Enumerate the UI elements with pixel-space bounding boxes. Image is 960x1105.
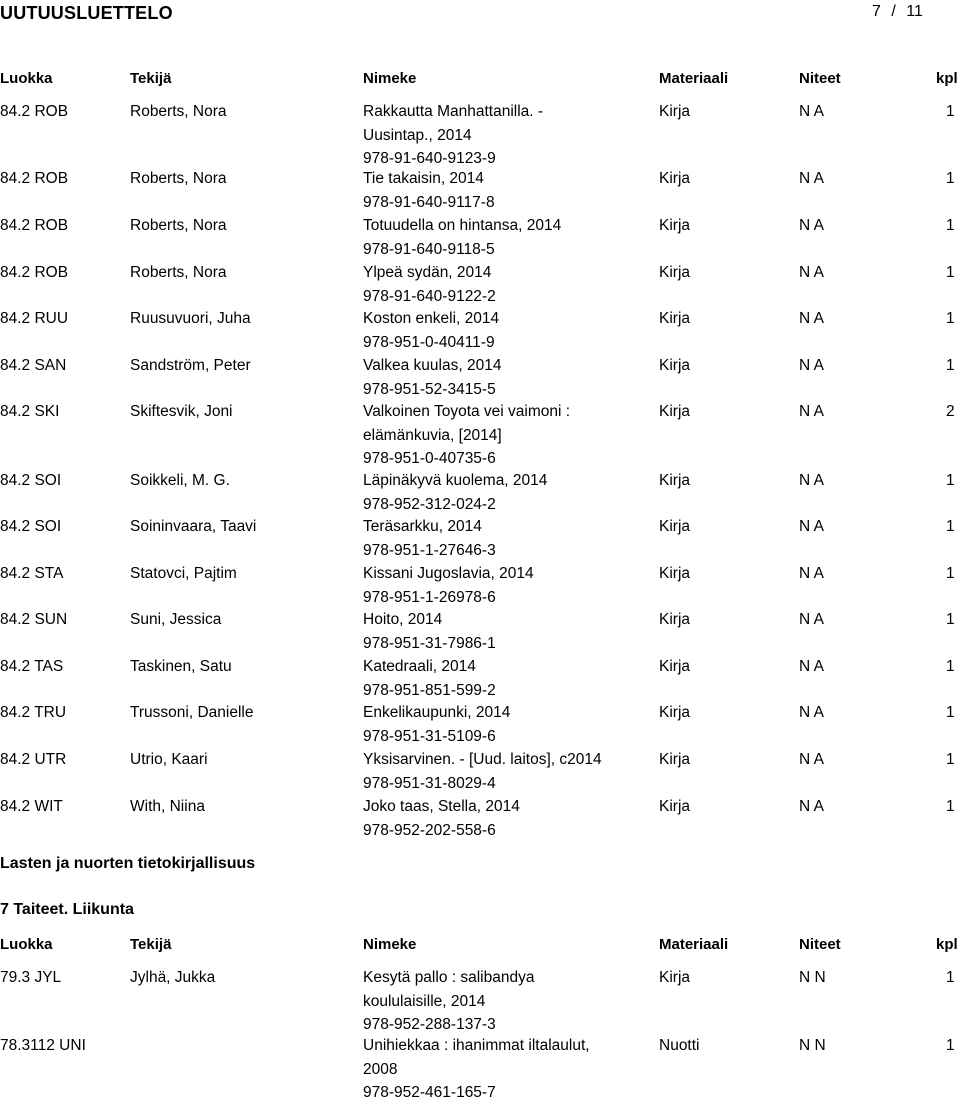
cell-tekija: Soikkeli, M. G. <box>130 472 230 489</box>
nimeke-line: 978-952-288-137-3 <box>363 1016 496 1033</box>
cell-tekija: With, Niina <box>130 798 205 815</box>
cell-nimeke <box>363 966 534 1037</box>
cell-nimeke <box>363 100 543 171</box>
cell-kpl: 1 <box>946 357 955 374</box>
nimeke-line: Koston enkeli, 2014 <box>363 310 500 327</box>
column-header-row <box>0 70 960 90</box>
cell-materiaali: Kirja <box>659 103 691 120</box>
column-header-nimeke: Nimeke <box>363 936 417 953</box>
document-title: UUTUUSLUETTELO <box>0 3 173 23</box>
cell-niteet: N A <box>799 658 824 675</box>
cell-niteet: N A <box>799 565 824 582</box>
cell-tekija: Trussoni, Danielle <box>130 704 254 721</box>
page-total: 11 <box>906 3 923 20</box>
nimeke-line: Valkoinen Toyota vei vaimoni : <box>363 403 571 420</box>
cell-niteet: N N <box>799 1037 826 1054</box>
cell-materiaali: Kirja <box>659 472 691 489</box>
cell-nimeke <box>363 515 496 562</box>
cell-niteet: N A <box>799 217 824 234</box>
cell-kpl: 1 <box>946 518 955 535</box>
cell-luokka: 84.2 ROB <box>0 170 69 187</box>
cell-kpl: 1 <box>946 1037 955 1054</box>
cell-luokka: 84.2 WIT <box>0 798 63 815</box>
cell-nimeke <box>363 655 496 702</box>
nimeke-line: 978-91-640-9122-2 <box>363 287 496 305</box>
nimeke-line: Yksisarvinen. - [Uud. laitos], c2014 <box>363 751 602 768</box>
page-separator: / <box>891 3 896 20</box>
cell-niteet: N N <box>799 969 826 986</box>
cell-nimeke <box>363 1034 590 1105</box>
cell-tekija: Soininvaara, Taavi <box>130 518 257 535</box>
section-heading: Lasten ja nuorten tietokirjallisuus <box>0 855 256 872</box>
nimeke-line: Kissani Jugoslavia, 2014 <box>363 565 534 582</box>
nimeke-line: 2008 <box>363 1060 398 1078</box>
cell-nimeke <box>363 354 501 401</box>
cell-tekija: Roberts, Nora <box>130 264 227 281</box>
nimeke-line: 978-952-312-024-2 <box>363 495 496 513</box>
cell-niteet: N A <box>799 310 824 327</box>
cell-luokka: 79.3 JYL <box>0 969 62 986</box>
cell-kpl: 1 <box>946 217 955 234</box>
nimeke-line: 978-952-461-165-7 <box>363 1084 496 1101</box>
cell-niteet: N A <box>799 103 824 120</box>
nimeke-line: Läpinäkyvä kuolema, 2014 <box>363 472 548 489</box>
cell-niteet: N A <box>799 611 824 628</box>
cell-kpl: 1 <box>946 472 955 489</box>
cell-kpl: 1 <box>946 704 955 721</box>
cell-tekija: Roberts, Nora <box>130 217 227 234</box>
cell-luokka: 84.2 SOI <box>0 472 62 489</box>
cell-kpl: 1 <box>946 611 955 628</box>
cell-tekija: Jylhä, Jukka <box>130 969 216 986</box>
cell-nimeke <box>363 307 499 354</box>
nimeke-line: 978-952-202-558-6 <box>363 821 496 839</box>
cell-tekija: Roberts, Nora <box>130 103 227 120</box>
nimeke-line: 978-951-1-27646-3 <box>363 541 496 559</box>
cell-tekija: Statovci, Pajtim <box>130 565 237 582</box>
cell-materiaali: Kirja <box>659 170 691 187</box>
cell-nimeke <box>363 795 520 842</box>
nimeke-line: Totuudella on hintansa, 2014 <box>363 217 562 234</box>
subsection-heading: 7 Taiteet. Liikunta <box>0 901 134 918</box>
page-header <box>0 0 960 28</box>
column-header-niteet: Niteet <box>799 70 841 87</box>
cell-kpl: 2 <box>946 403 955 420</box>
nimeke-line: 978-951-0-40735-6 <box>363 450 496 467</box>
cell-kpl: 1 <box>946 565 955 582</box>
cell-kpl: 1 <box>946 103 955 120</box>
nimeke-line: Ylpeä sydän, 2014 <box>363 264 492 281</box>
nimeke-line: Teräsarkku, 2014 <box>363 518 482 535</box>
cell-materiaali: Kirja <box>659 969 691 986</box>
column-header-kpl: kpl <box>936 936 958 953</box>
nimeke-line: 978-951-31-7986-1 <box>363 634 496 652</box>
cell-materiaali: Kirja <box>659 310 691 327</box>
cell-tekija: Sandström, Peter <box>130 357 251 374</box>
cell-kpl: 1 <box>946 751 955 768</box>
nimeke-line: 978-951-52-3415-5 <box>363 380 496 398</box>
cell-nimeke <box>363 261 496 308</box>
cell-luokka: 84.2 SKI <box>0 403 60 420</box>
cell-niteet: N A <box>799 357 824 374</box>
cell-kpl: 1 <box>946 264 955 281</box>
cell-materiaali: Kirja <box>659 751 691 768</box>
nimeke-line: 978-951-31-8029-4 <box>363 774 496 792</box>
cell-niteet: N A <box>799 704 824 721</box>
column-header-tekija: Tekijä <box>130 936 172 953</box>
nimeke-line: Rakkautta Manhattanilla. - <box>363 103 544 120</box>
nimeke-line: Uusintap., 2014 <box>363 126 472 144</box>
cell-nimeke <box>363 167 495 214</box>
column-header-luokka: Luokka <box>0 70 53 87</box>
cell-tekija: Ruusuvuori, Juha <box>130 310 251 327</box>
cell-materiaali: Kirja <box>659 264 691 281</box>
cell-luokka: 84.2 STA <box>0 565 64 582</box>
column-header-niteet: Niteet <box>799 936 841 953</box>
nimeke-line: 978-91-640-9123-9 <box>363 150 496 167</box>
cell-luokka: 84.2 ROB <box>0 264 69 281</box>
cell-kpl: 1 <box>946 310 955 327</box>
cell-luokka: 84.2 SAN <box>0 357 67 374</box>
nimeke-line: Hoito, 2014 <box>363 611 443 628</box>
nimeke-line: Enkelikaupunki, 2014 <box>363 704 511 721</box>
cell-luokka: 84.2 TAS <box>0 658 64 675</box>
cell-kpl: 1 <box>946 969 955 986</box>
cell-luokka: 84.2 RUU <box>0 310 69 327</box>
cell-nimeke <box>363 469 547 516</box>
cell-materiaali: Kirja <box>659 518 691 535</box>
cell-niteet: N A <box>799 798 824 815</box>
cell-tekija: Utrio, Kaari <box>130 751 208 768</box>
page-number <box>872 3 923 21</box>
cell-nimeke <box>363 701 510 748</box>
column-header-tekija: Tekijä <box>130 70 172 87</box>
cell-niteet: N A <box>799 518 824 535</box>
cell-luokka: 84.2 UTR <box>0 751 67 768</box>
cell-nimeke <box>363 214 561 261</box>
cell-nimeke <box>363 400 570 471</box>
nimeke-line: koululaisille, 2014 <box>363 992 486 1010</box>
cell-niteet: N A <box>799 472 824 489</box>
cell-tekija: Taskinen, Satu <box>130 658 232 675</box>
nimeke-line: Katedraali, 2014 <box>363 658 476 675</box>
column-header-nimeke: Nimeke <box>363 70 417 87</box>
cell-nimeke <box>363 562 534 609</box>
nimeke-line: 978-951-851-599-2 <box>363 681 496 699</box>
cell-nimeke <box>363 748 602 795</box>
cell-niteet: N A <box>799 403 824 420</box>
cell-materiaali: Kirja <box>659 658 691 675</box>
cell-materiaali: Kirja <box>659 357 691 374</box>
cell-materiaali: Kirja <box>659 403 691 420</box>
nimeke-line: 978-951-0-40411-9 <box>363 333 495 351</box>
cell-kpl: 1 <box>946 798 955 815</box>
cell-niteet: N A <box>799 751 824 768</box>
column-header-materiaali: Materiaali <box>659 70 729 87</box>
cell-materiaali: Kirja <box>659 611 691 628</box>
nimeke-line: Tie takaisin, 2014 <box>363 170 484 187</box>
nimeke-line: Valkea kuulas, 2014 <box>363 357 502 374</box>
column-header-luokka: Luokka <box>0 936 53 953</box>
nimeke-line: 978-951-1-26978-6 <box>363 588 496 606</box>
page-current: 7 <box>872 3 881 20</box>
nimeke-line: Unihiekkaa : ihanimmat iltalaulut, <box>363 1037 590 1054</box>
cell-luokka: 84.2 SOI <box>0 518 62 535</box>
cell-luokka: 84.2 SUN <box>0 611 68 628</box>
cell-materiaali: Kirja <box>659 798 691 815</box>
nimeke-line: Kesytä pallo : salibandya <box>363 969 535 986</box>
cell-niteet: N A <box>799 170 824 187</box>
nimeke-line: 978-91-640-9117-8 <box>363 193 495 211</box>
cell-tekija: Roberts, Nora <box>130 170 227 187</box>
cell-tekija: Skiftesvik, Joni <box>130 403 233 420</box>
cell-tekija: Suni, Jessica <box>130 611 222 628</box>
cell-luokka: 84.2 ROB <box>0 217 69 234</box>
column-header-kpl: kpl <box>936 70 958 87</box>
cell-luokka: 78.3112 UNI <box>0 1037 86 1054</box>
cell-niteet: N A <box>799 264 824 281</box>
cell-materiaali: Kirja <box>659 217 691 234</box>
cell-kpl: 1 <box>946 170 955 187</box>
column-header-row-2 <box>0 936 960 956</box>
nimeke-line: elämänkuvia, [2014] <box>363 426 502 444</box>
cell-materiaali: Nuotti <box>659 1037 700 1054</box>
cell-luokka: 84.2 ROB <box>0 103 69 120</box>
nimeke-line: Joko taas, Stella, 2014 <box>363 798 520 815</box>
cell-nimeke <box>363 608 496 655</box>
cell-luokka: 84.2 TRU <box>0 704 67 721</box>
cell-kpl: 1 <box>946 658 955 675</box>
cell-materiaali: Kirja <box>659 565 691 582</box>
column-header-materiaali: Materiaali <box>659 936 729 953</box>
cell-materiaali: Kirja <box>659 704 691 721</box>
nimeke-line: 978-951-31-5109-6 <box>363 727 496 745</box>
nimeke-line: 978-91-640-9118-5 <box>363 240 495 258</box>
